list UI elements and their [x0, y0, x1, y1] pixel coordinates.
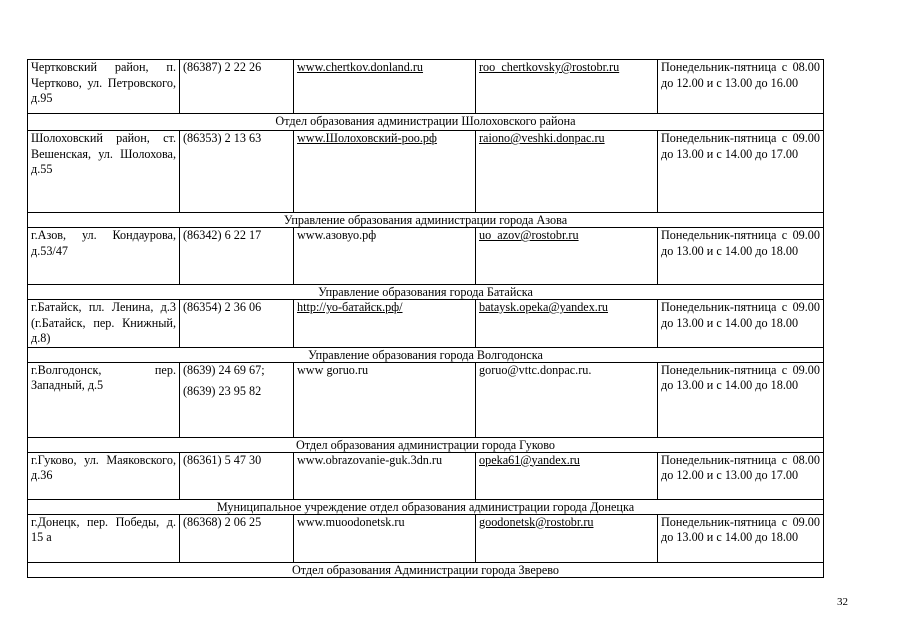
- address-cell: г.Гуково, ул. Маяковского, д.36: [28, 452, 180, 499]
- website-link[interactable]: www.chertkov.donland.ru: [297, 60, 424, 74]
- section-title: Муниципальное учреждение отдел образования администрации города Донецка: [28, 499, 824, 514]
- section-title: Отдел образования Администрации города Зверево: [28, 562, 824, 577]
- section-header-row: [28, 562, 824, 577]
- section-title: Управление образования города Волгодонска: [28, 347, 824, 362]
- working-hours-cell: Понедельник-пятница с 09.00 до 13.00 и с 14.00 до 18.00: [658, 228, 824, 285]
- section-header-row: [28, 285, 824, 300]
- email-cell: [476, 300, 658, 348]
- website-link[interactable]: www.muoodonetsk.ru: [297, 514, 405, 529]
- working-hours-cell: Понедельник-пятница с 09.00 до 13.00 и с 14.00 до 18.00: [658, 514, 824, 562]
- table-row: [28, 60, 824, 114]
- phone-number-secondary: (8639) 23 95 82: [183, 384, 262, 398]
- address-cell: Шолоховский район, ст. Вешенская, ул. Шолохова, д.55: [28, 131, 180, 213]
- email-link[interactable]: roo_chertkovsky@rostobr.ru: [479, 60, 620, 74]
- phone-number: (86368) 2 06 25: [183, 514, 262, 529]
- contacts-table-body: [28, 60, 824, 578]
- section-title: Отдел образования администрации Шолоховского района: [28, 114, 824, 131]
- table-row: [28, 452, 824, 499]
- website-cell: [294, 514, 476, 562]
- section-header-row: [28, 347, 824, 362]
- table-row: [28, 131, 824, 213]
- email-link[interactable]: opeka61@yandex.ru: [479, 452, 580, 467]
- email-cell: [476, 228, 658, 285]
- contacts-table: [27, 59, 824, 578]
- email-link[interactable]: goruo@vttc.donpac.ru.: [479, 362, 592, 377]
- working-hours-cell: Понедельник-пятница с 08.00 до 12.00 и с 13.00 до 17.00: [658, 452, 824, 499]
- section-title: Управление образования города Батайска: [28, 285, 824, 300]
- address-cell: г.Волгодонск, пер. Западный, д.5: [28, 362, 180, 437]
- phone-cell: [180, 131, 294, 213]
- website-cell: [294, 300, 476, 348]
- page-number: 32: [837, 596, 848, 608]
- table-row: [28, 300, 824, 348]
- email-link[interactable]: goodonetsk@rostobr.ru: [479, 514, 594, 529]
- phone-cell: [180, 228, 294, 285]
- working-hours-cell: Понедельник-пятница с 08.00 до 12.00 и с 13.00 до 16.00: [658, 60, 824, 114]
- working-hours-cell: Понедельник-пятница с 09.00 до 13.00 и с 14.00 до 18.00: [658, 300, 824, 348]
- address-cell: г.Азов, ул. Кондаурова, д.53/47: [28, 228, 180, 285]
- website-cell: [294, 60, 476, 114]
- email-cell: [476, 514, 658, 562]
- working-hours-cell: Понедельник-пятница с 09.00 до 13.00 и с 14.00 до 18.00: [658, 362, 824, 437]
- phone-number: (86353) 2 13 63: [183, 131, 262, 145]
- address-cell: г.Донецк, пер. Победы, д. 15 а: [28, 514, 180, 562]
- email-cell: [476, 131, 658, 213]
- working-hours-cell: Понедельник-пятница с 09.00 до 13.00 и с 14.00 до 17.00: [658, 131, 824, 213]
- phone-number: (86354) 2 36 06: [183, 300, 262, 314]
- phone-cell: [180, 452, 294, 499]
- email-link[interactable]: bataysk.opeka@yandex.ru: [479, 300, 608, 314]
- website-cell: [294, 228, 476, 285]
- website-link[interactable]: www.obrazovanie-guk.3dn.ru: [297, 452, 443, 467]
- website-link[interactable]: www.азовуо.рф: [297, 228, 377, 242]
- website-link[interactable]: www goruo.ru: [297, 362, 369, 377]
- phone-cell: [180, 362, 294, 437]
- section-header-row: [28, 499, 824, 514]
- phone-number: (86361) 5 47 30: [183, 452, 262, 467]
- phone-cell: [180, 60, 294, 114]
- email-cell: [476, 60, 658, 114]
- website-cell: [294, 362, 476, 437]
- email-cell: [476, 362, 658, 437]
- section-title: Отдел образования администрации города Гуково: [28, 437, 824, 452]
- phone-number: (86342) 6 22 17: [183, 228, 262, 242]
- table-row: [28, 362, 824, 437]
- email-link[interactable]: uo_azov@rostobr.ru: [479, 228, 579, 242]
- website-cell: [294, 452, 476, 499]
- section-header-row: [28, 114, 824, 131]
- website-link[interactable]: http://уо-батайск.рф/: [297, 300, 403, 314]
- website-link[interactable]: www.Шолоховский-роо.рф: [297, 131, 437, 145]
- phone-number: (86387) 2 22 26: [183, 60, 262, 74]
- address-cell: Чертковский район, п. Чертково, ул. Петровского, д.95: [28, 60, 180, 114]
- section-header-row: [28, 437, 824, 452]
- phone-number: (8639) 24 69 67;: [183, 362, 265, 377]
- table-row: [28, 514, 824, 562]
- section-title: Управление образования администрации города Азова: [28, 213, 824, 228]
- email-cell: [476, 452, 658, 499]
- website-cell: [294, 131, 476, 213]
- phone-cell: [180, 300, 294, 348]
- section-header-row: [28, 213, 824, 228]
- address-cell: г.Батайск, пл. Ленина, д.3 (г.Батайск, пер. Книжный, д.8): [28, 300, 180, 348]
- email-link[interactable]: raiono@veshki.donpac.ru: [479, 131, 605, 145]
- phone-cell: [180, 514, 294, 562]
- table-row: [28, 228, 824, 285]
